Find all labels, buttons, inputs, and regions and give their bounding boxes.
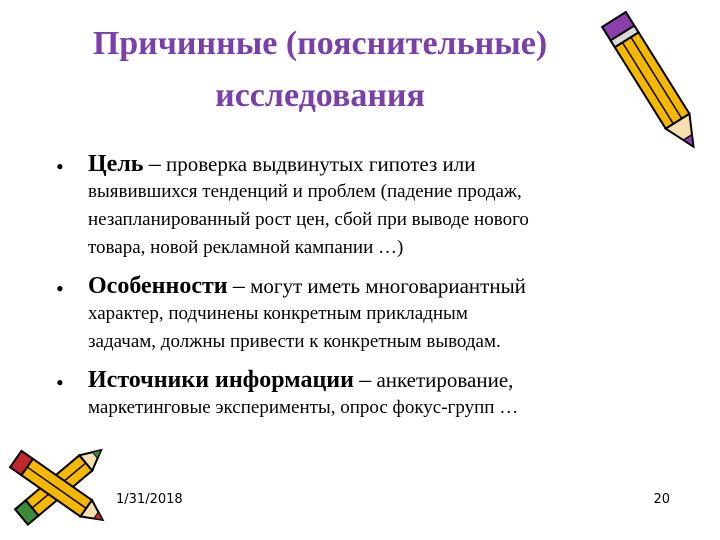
pencils-icon	[0, 430, 120, 535]
bullet-marker: •	[56, 154, 64, 179]
bullet-term: Особенности	[88, 273, 228, 299]
bullet-dash: –	[359, 367, 372, 393]
title-line-1: Причинные (пояснительные)	[92, 25, 548, 62]
bullet-marker: •	[56, 370, 64, 395]
title-line-2: исследования	[215, 77, 425, 114]
bullet-term: Цель	[88, 151, 144, 177]
bullet-item-features	[56, 272, 656, 356]
bullet-list	[56, 150, 656, 432]
bullet-text: могут иметь многовариантный	[244, 274, 526, 298]
bullet-dash: –	[232, 273, 245, 299]
pencil-icon	[590, 2, 720, 172]
bullet-text: анкетирование,	[371, 368, 514, 392]
bullet-continuation: выявившихся тенденций и проблем (падение продаж,	[88, 181, 522, 202]
bullet-dash: –	[148, 151, 161, 177]
slide-number: 20	[653, 492, 670, 507]
bullet-continuation: маркетинговые эксперименты, опрос фокус-групп …	[88, 397, 519, 418]
bullet-item-goal	[56, 150, 656, 262]
bullet-continuation: задачам, должны привести к конкретным выводам.	[88, 331, 501, 352]
bullet-continuation: характер, подчинены конкретным прикладным	[88, 303, 468, 324]
slide-date: 1/31/2018	[116, 492, 183, 507]
bullet-item-sources	[56, 366, 656, 422]
bullet-text: проверка выдвинутых гипотез или	[160, 152, 476, 176]
bullet-term: Источники информации	[88, 367, 354, 393]
bullet-continuation: незапланированный рост цен, сбой при выводе нового	[88, 209, 529, 230]
slide-title	[40, 18, 600, 122]
bullet-marker: •	[56, 276, 64, 301]
bullet-continuation: товара, новой рекламной кампании …)	[88, 237, 404, 258]
